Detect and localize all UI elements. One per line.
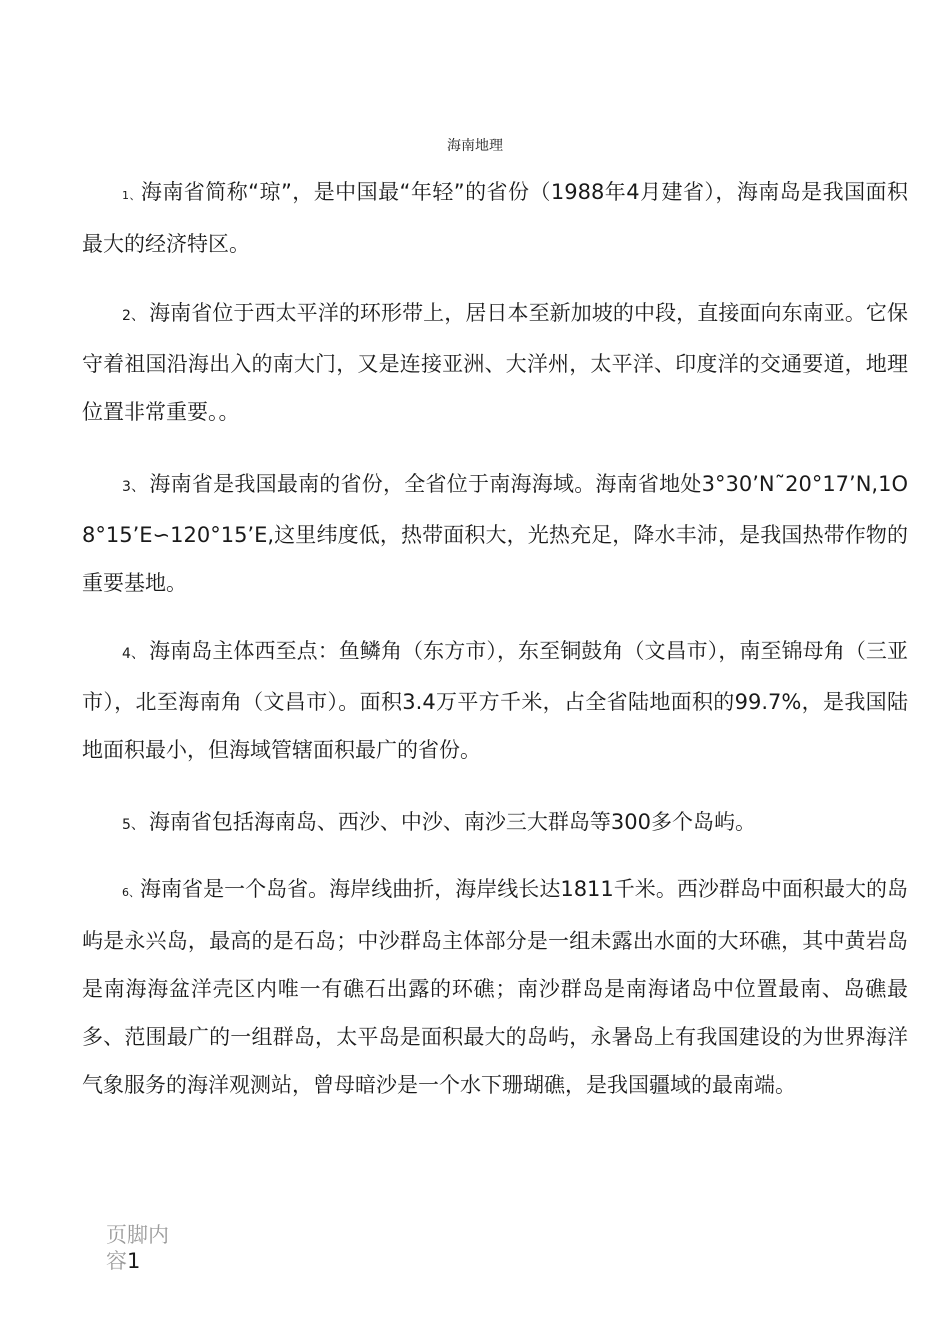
paragraph-number: 3、 (122, 479, 146, 495)
footer-label: 页脚内容 (106, 1223, 169, 1273)
paragraph-text: 海南省包括海南岛、西沙、中沙、南沙三大群岛等300多个岛屿。 (148, 810, 757, 834)
page-number: 1 (127, 1249, 141, 1273)
paragraph-3 (82, 460, 908, 607)
paragraph-text: 海南岛主体西至点：鱼鳞角（东方市），东至铜鼓角（文昌市），南至锦母角（三亚市），北至海南角（文昌市）。面积3.4万平方千米，占全省陆地面积的99.7%，是我国陆地面积最小，但海域管辖面积最广的省份。 (82, 639, 908, 762)
paragraph-text: 海南省是我国最南的省份，全省位于南海海域。海南省地处3°30’N˜20°17’N,1O8°15’E∽120°15’E,这里纬度低，热带面积大，光热充足，降水丰沛，是我国热带作物的重要基地。 (82, 472, 908, 595)
paragraph-number: 5、 (122, 817, 145, 833)
paragraph-text: 海南省是一个岛省。海岸线曲折，海岸线长达1811千米。西沙群岛中面积最大的岛屿是永兴岛，最高的是石岛；中沙群岛主体部分是一组未露出水面的大环礁，其中黄岩岛是南海海盆洋壳区内唯一有礁石出露的环礁；南沙群岛是南海诸岛中位置最南、岛礁最多、范围最广的一组群岛，太平岛是面积最大的岛屿，永暑岛上有我国建设的为世界海洋气象服务的海洋观测站，曾母暗沙是一个水下珊瑚礁，是我国疆域的最南端。 (82, 877, 908, 1097)
document-title: 海南地理 (447, 138, 503, 154)
page-footer (106, 1222, 178, 1274)
paragraph-number: 6、 (122, 886, 141, 899)
paragraph-number: 4、 (122, 646, 146, 662)
paragraph-5 (82, 798, 908, 849)
paragraph-number: 1、 (122, 189, 141, 202)
paragraph-1 (82, 168, 908, 268)
paragraph-text: 海南省位于西太平洋的环形带上，居日本至新加坡的中段，直接面向东南亚。它保守着祖国沿海出入的南大门，又是连接亚洲、大洋州，太平洋、印度洋的交通要道，地理位置非常重要。。 (82, 301, 908, 424)
paragraph-4 (82, 627, 908, 774)
paragraph-text: 海南省简称“琼”，是中国最“年轻”的省份（1988年4月建省），海南岛是我国面积最大的经济特区。 (82, 180, 908, 256)
paragraph-number: 2、 (122, 308, 146, 324)
paragraph-2 (82, 289, 908, 436)
paragraph-6 (82, 865, 908, 1109)
